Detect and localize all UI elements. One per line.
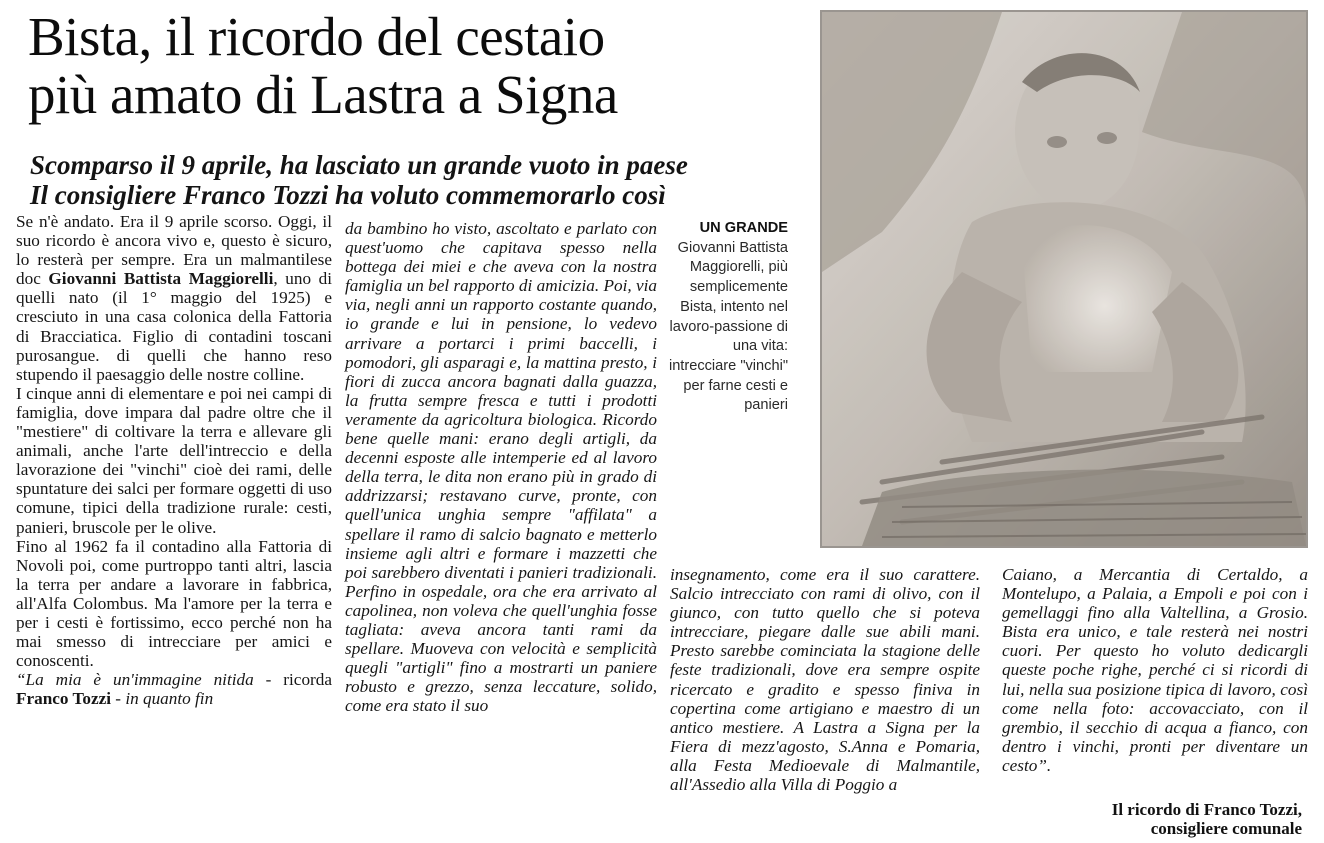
headline-line-1: Bista, il ricordo del cestaio	[28, 6, 605, 67]
paragraph-2: I cinque anni di elementare e poi nei campi di famiglia, dove impara dal padre oltre che il "mestiere" di coltivare la terra e allevare gli animali, anche l'arte dell'intreccio e della lavorazione dei "vinchi" cioè dei rami, delle spuntature dei salci per formare oggetti di uso comune, tipici della tradizione rurale: cesti, panieri, bruscole per le olive.	[16, 383, 332, 537]
caption-text: Giovanni Battista Maggiorelli, più semplicemente Bista, intento nel lavoro-passione di una vita: intrecciare "vinchi" per farne cesti e panieri	[668, 239, 788, 414]
column-4-text: Caiano, a Mercantia di Certaldo, a Montelupo, a Palaia, a Empoli e poi con i gemellaggi fino alla Valtellina, a Grosio. Bista era unico, e tale resterà nei nostri cuori. Per questo ho voluto dedicargli queste poche righe, perché ci si ricordi di lui, nella sua posizione tipica di lavoro, così come nella foto: accovacciato, con il grembio, il secchio di acqua a fianco, con dentro i vinchi, pronti per diventare un cesto”.	[1002, 565, 1308, 775]
article-column-1	[16, 212, 332, 708]
article-signature	[1112, 800, 1302, 838]
person-name-maggiorelli: Giovanni Battista Maggiorelli	[48, 269, 274, 289]
subheadline-line-2: Il consigliere Franco Tozzi ha voluto commemorarlo così	[30, 180, 666, 210]
signature-line-2: consigliere comunale	[1150, 819, 1302, 838]
photo-image	[822, 12, 1306, 546]
article-column-4	[1002, 565, 1308, 775]
photo-caption	[668, 219, 788, 416]
column-2-text: da bambino ho visto, ascoltato e parlato con quest'uomo che capitava spesso nella bottega dei miei e che aveva con la nostra famiglia un bel rapporto di amicizia. Poi, via via, negli anni un rapporto costante quando, io grande e lui in pensione, lo vedevo arrivare a portarci i primi baccelli, i pomodori, gli asparagi e, la mattina presto, i fiori di zucca ancora bagnati dalla guazza, la frutta sempre fresca e tutti i prodotti veramente da agricoltura biologica. Ricordo bene quelle mani: erano degli artigli, da decenni esposte alle intemperie ed al lavoro della terra, le dita non erano più in grado di addrizzarsi; restavano curve, pronte, con quell'unica unghia sempre "affilata" a spellare il ramo di salcio bagnato e metterlo insieme agli altri e formare i mazzetti che poi sarebbero diventati i panieri tradizionali. Perfino in ospedale, ora che era arrivato al capolinea, non voleva che quell'unghia fosse tagliata: aveva ancora tanti rami da spellare. Muoveva con velocità e semplicità quegli "artigli" fino a mostrarti un paniere robusto e grezzo, senza leccature, solido, come era stato il suo	[345, 219, 657, 716]
person-name-tozzi: Franco Tozzi	[16, 689, 111, 709]
subheadline-line-1: Scomparso il 9 aprile, ha lasciato un grande vuoto in paese	[30, 150, 688, 180]
column-3-text: insegnamento, come era il suo carattere. Salcio intrecciato con rami di olivo, con il giunco, con tutto quello che si poteva intrecciare, piegare dalle sue abili mani. Presto sarebbe cominciata la stagione delle feste tradizionali, dove era sempre ospite ricercato e gradito e spesso finiva in copertina come artigiano e maestro di un antico mestiere. A Lastra a Signa per la Fiera di mezz'agosto, S.Anna e Pomaria, alla Festa Medioevale di Malmantile, all'Assedio alla Villa di Poggio a	[670, 565, 980, 795]
quote-continued: in quanto fin	[125, 689, 214, 709]
paragraph-4-text-b: - ricorda	[253, 670, 332, 690]
signature-line-1: Il ricordo di Franco Tozzi,	[1111, 800, 1302, 819]
paragraph-4	[16, 670, 332, 708]
paragraph-3: Fino al 1962 fa il contadino alla Fattoria di Novoli poi, come purtroppo tanti altri, lascia la terra per andare a lavorare in fabbrica, all'Alfa Colombus. Ma l'amore per la terra e per i cesti è fortissimo, ecco perché non ha mai smesso di intrecciare per amici e conoscenti.	[16, 536, 332, 671]
article-column-2	[345, 219, 657, 715]
headline	[28, 8, 808, 124]
article-column-3	[670, 565, 980, 794]
headline-line-2: più amato di Lastra a Signa	[28, 64, 618, 125]
photo-basket-maker	[820, 10, 1308, 548]
subheadline	[30, 150, 810, 210]
paragraph-1-text-a: Se n'è andato. Era il 9 aprile scorso. Oggi, il suo ricordo è ancora vivo e, questo è sicuro, lo resterà per sempre. Era un malmantilese doc	[16, 212, 332, 289]
paragraph-1-text-b: , uno di quelli nato (il 1° maggio del 1925) e cresciuto in una casa colonica della Fattoria di Bracciatica. Figlio di contadini toscani purosangue. di quelli che hanno reso stupendo il paesaggio delle nostre colline.	[16, 269, 332, 384]
paragraph-1	[16, 212, 332, 384]
paragraph-4-text-c: -	[111, 689, 126, 709]
quote-start: “La mia è un'immagine nitida	[16, 670, 254, 690]
caption-heading: UN GRANDE	[699, 220, 788, 236]
